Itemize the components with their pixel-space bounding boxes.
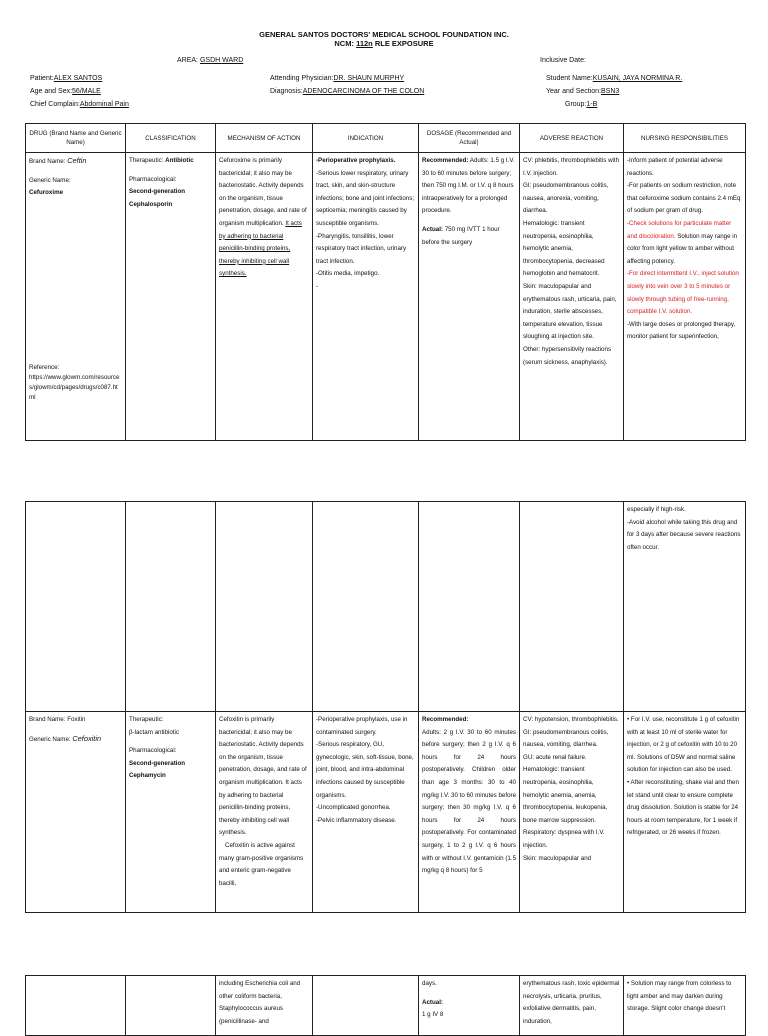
table-row [26,502,746,712]
generic-label: Generic Name: [29,176,71,184]
nursing-item: • Solution may range from colorless to light amber and may darken during storage. Slight color change doesn't [627,980,732,1013]
nursing-item: • After reconstituting, shake vial and then let stand until clear to ensure complete drug dissolution. Solution is stable for 24 hours at room temperature, for 1 week if refrigerated, or 26 weeks if frozen. [627,778,739,837]
adverse-item: erythematous rash, toxic epidermal necrolysis, urticaria, pruritus, exfoliative dermatitis, pain, induration, [523,980,620,1025]
col-drug: DRUG (Brand Name and Generic Name) [26,124,126,153]
ncm-title [0,39,768,48]
adverse-item: CV: hypotension, thrombophlebitis. [523,716,619,723]
dose-rec-text: Adults: 2 g I.V. 30 to 60 minutes before surgery; then 2 g I.V. q 6 hours for 24 hours postoperatively. Children older than age 3 months: 30 to 40 mg/kg I.V. 30 to 60 minutes before surgery; then 30 mg/kg I.V. q 6 hours for 24 hours postoperatively. For contaminated surgery, 1 to 2 g I.V. q 6 hours with or without I.V. gentamicin (1.5 mg/kg q 8 hours) for 5 [422,728,517,875]
adverse-item: Skin: maculopapular and erythematous rash, urticaria, pain, induration, sterile abscesses, temperature elevation, tissue sloughing at injection site. [523,282,617,341]
nursing-item: -Inform patient of potential adverse reactions. [627,157,723,177]
physician-value: DR. SHAUN MURPHY [333,75,405,82]
mechanism-cell [216,712,313,913]
adverse-item: Skin: maculopapular and [523,854,592,862]
area-label: AREA: [177,57,199,64]
year-label: Year and Section: [546,88,602,95]
dose-cont: days. [422,980,437,987]
empty-cell [313,502,419,712]
indication-item: -Otitis media, impetigo. [316,270,380,278]
moa-text: Cefoxitin is primarily bactericidal; it also may be bacteriostatic. Activity depends on the organism, tissue penetration, dosage, and rate of organism multiplication. It acts by adhering to bacterial penicillin-binding proteins, thereby inhibiting cell wall synthesis. [219,716,307,837]
year-row [546,88,663,95]
ncm-code: 112n [356,39,373,48]
moa-text: including Escherichia coli and other coliform bacteria, Staphylococcus aureus (penicillinase- and [219,980,301,1025]
dosage-cell [419,153,520,441]
drug-cell [26,712,126,913]
dose-rec-text: Adults: 1.5 g I.V. 30 to 60 minutes before surgery; then 750 mg I.M. or I.V. q 8 hours intraoperatively for a prolonged procedure. [422,157,515,215]
pharma-label: Pharmacological: [129,175,177,183]
col-mechanism: MECHANISM OF ACTION [216,124,313,153]
therapeutic-value: β-lactam antibiotic [129,728,179,736]
brand-name: Ceftin [67,156,87,165]
col-dosage: DOSAGE (Recommended and Actual) [419,124,520,153]
moa-underlined: It acts by adhering to bacterial penicillin-binding proteins, thereby inhibiting cell wall synthesis. [219,219,302,278]
dose-act-text: 750 mg IVTT 1 hour before the surgery [422,225,500,246]
mechanism-cell [216,976,313,1036]
nursing-cell [624,153,746,441]
indication-cell [313,712,419,913]
indication-item: -Pharyngitis, tonsillitis, lower respiratory tract infection, urinary tract infection. [316,232,407,265]
generic-label: Generic Name: [29,735,73,743]
adverse-item: Other: hypersensitivity reactions (serum sickness, anaphylaxis). [523,345,612,366]
group-row [565,101,664,108]
therapeutic-value: Antibiotic [165,157,194,164]
adverse-cell [520,712,624,913]
diagnosis-row [270,88,428,95]
table-row [26,976,746,1036]
indication-title: -Perioperative prophylaxis. [316,157,396,164]
patient-label: Patient: [30,75,54,82]
group-label: Group: [565,101,587,108]
generic-name: Cefoxitin [72,733,102,743]
moa-text: Cefuroxime is primarily bactericidal; it also may be bacteriostatic. Activity depends on the organism, tissue penetration, dosage, and rate of organism multiplication. [219,157,307,227]
complaint-value: Abdominal Pain [79,101,129,108]
year-value: BSN3 [601,88,620,95]
nursing-item-red: -Check solutions for particulate matter and discoloration. [627,219,732,240]
brand-label: Brand Name: [29,158,68,165]
adverse-item: GU: acute renal failure. [523,753,587,761]
therapeutic-label: Therapeutic: [129,157,166,164]
empty-cell [520,502,624,712]
dosage-cell [419,976,520,1036]
brand-name: Foxitin [67,716,86,723]
inclusive-date-label: Inclusive Date: [540,57,586,64]
nursing-item: -For patients on sodium restriction, note that cefuroxime sodium contains 2.4 mEq of sodium per gram of drug. [627,182,741,215]
age-sex-value: 56/MALE [72,88,101,95]
classification-cell [126,153,216,441]
indication-item: -Uncomplicated gonorrhea. [316,804,391,812]
drug-table-page2 [25,501,746,913]
nursing-item: -With large doses or prolonged therapy, monitor patient for superinfection, [627,320,736,341]
complaint-label: Chief Complain: [30,101,80,108]
nursing-item-red: -For direct intermittent I.V., inject solution slowly into vein over 3 to 5 minutes or slowly through tubing of free-running, compatible I.V. solution. [627,270,739,316]
dose-act-label: Actual: [422,998,443,1006]
col-indication: INDICATION [313,124,419,153]
empty-cell [26,502,126,712]
empty-cell [26,976,126,1036]
dose-rec-label: Recommended: [422,157,469,164]
drug-cell [26,153,126,441]
pharma-value: Second-generation Cephamycin [129,759,186,780]
age-sex-label: Age and Sex: [30,88,73,95]
nursing-item: especially if high-risk. [627,506,686,513]
physician-row [270,75,411,82]
empty-cell [313,976,419,1036]
empty-cell [216,502,313,712]
dose-act-label: Actual: [422,225,443,233]
indication-item: - [316,282,319,290]
indication-item: -Perioperative prophylaxis, use in contaminated surgery. [316,716,408,736]
area-row [177,57,270,64]
dosage-cell [419,712,520,913]
adverse-cell [520,976,624,1036]
nursing-item: -Avoid alcohol while taking this drug and for 3 days after because severe reactions often occur. [627,518,741,551]
table-row [26,153,746,441]
complaint-row [30,101,136,108]
nursing-cell [624,712,746,913]
indication-item: -Serious lower respiratory, urinary tract, skin, and skin-structure infections; bone and joint infections; septicemia; meningitis caused by susceptible organisms. [316,169,415,227]
generic-name: Cefuroxime [29,189,64,197]
therapeutic-label: Therapeutic: [129,716,164,723]
student-row [546,75,690,82]
dose-act-text: 1 g IV 8 [422,1011,444,1019]
area-value: GSDH WARD [199,57,244,64]
moa-text: Cefoxitin is active against many gram-positive organisms and enteric gram-negative bacilli, [219,841,304,887]
pharma-label: Pharmacological: [129,747,177,755]
age-sex-row [30,88,132,95]
ncm-suffix: RLE EXPOSURE [372,39,434,48]
patient-value: ALEX SANTOS [53,75,103,82]
adverse-cell [520,153,624,441]
adverse-item: Hematologic: transient neutropenia, eosinophilia, hemolytic anemia, thrombocytopenia, decreased hemoglobin and hematocrit. [523,219,605,278]
dose-rec-label: Recommended: [422,716,469,723]
indication-item: -Pelvic inflammatory disease. [316,816,397,824]
diagnosis-value: ADENOCARCINOMA OF THE COLON [302,88,425,95]
drug-table-page3 [25,975,746,1036]
reference-link[interactable]: https://www.glowm.com/resources/glowm/cd/pages/drugs/c087.html [29,373,120,401]
mechanism-cell [216,153,313,441]
table-row [26,712,746,913]
student-label: Student Name: [546,75,593,82]
physician-label: Attending Physician: [270,75,334,82]
col-classification: CLASSIFICATION [126,124,216,153]
pharma-value: Second-generation Cephalosporin [129,188,186,208]
nursing-item: • For I.V. use, reconstitute 1 g of cefoxitin with at least 10 ml of sterile water for injection, or 2 g of cefoxitin with 10 to 20 ml. Solutions of D5W and normal saline solution for injection can also be used. [627,716,740,774]
col-nursing: NURSING RESPONSIBILITIES [624,124,746,153]
brand-label: Brand Name: [29,716,68,723]
classification-cell [126,712,216,913]
org-title: GENERAL SANTOS DOCTORS' MEDICAL SCHOOL FOUNDATION INC. [259,30,509,39]
empty-cell [419,502,520,712]
indication-cell [313,153,419,441]
diagnosis-label: Diagnosis: [270,88,303,95]
reference-label: Reference: [29,363,60,371]
nursing-cell [624,502,746,712]
empty-cell [126,502,216,712]
indication-item: -Serious respiratory, GU, gynecologic, skin, soft-tissue, bone, joint, blood, and intra-abdominal infections caused by susceptible organisms. [316,741,414,799]
adverse-item: GI: pseudomembranous colitis, nausea, vomiting, diarrhea. [523,728,609,749]
ncm-prefix: NCM: [334,39,357,48]
patient-row [30,75,124,82]
nursing-item: Solution may range in color from light yellow to amber without affecting potency. [627,232,738,265]
col-adverse: ADVERSE REACTION [520,124,624,153]
empty-cell [126,976,216,1036]
adverse-item: CV: phlebitis, thrombophlebitis with I.V. injection. [523,157,620,177]
adverse-item: Respiratory: dyspnea with I.V. injection. [523,829,605,849]
nursing-cell [624,976,746,1036]
group-value: 1-B [586,101,598,108]
student-value: KUSAIN, JAYA NORMINA R. [592,75,683,82]
adverse-item: GI: pseudomembranous colitis, nausea, anorexia, vomiting, diarrhea. [523,182,609,215]
drug-table-page1 [25,123,746,441]
adverse-item: Hematologic: transient neutropenia, eosinophilia, hemolytic anemia, anemia, thrombocytopenia, leukopenia, bone marrow suppression. [523,766,608,824]
